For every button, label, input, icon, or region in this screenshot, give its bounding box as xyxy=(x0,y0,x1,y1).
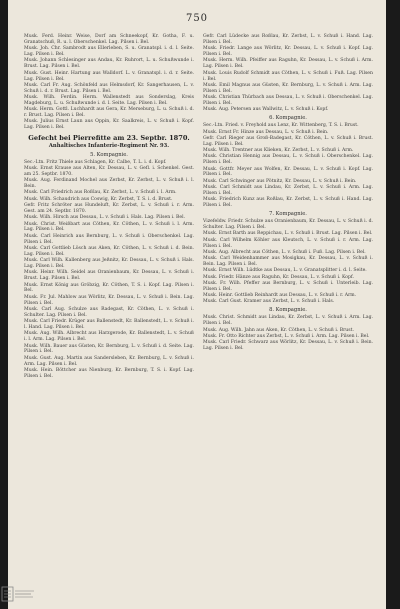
casualty-entry: Musk. Aug. Wilh. Albrecht aus Harzgerode, Kr. Ballenstedt, L. v. Schuß i. l. Arm. Lag. Pilsen i. Bel. xyxy=(24,331,194,343)
casualty-entry: Musk. Ernst Barth aus Reppichau, L. v. Schuß i. Brust. Lag. Pilsen i. Bel. xyxy=(203,231,373,237)
casualty-entry: Musk. Fr. Wilh. Pfeffer aus Bernburg, L. v. Schuß i. Unterleib. Lag. Pilsen i. Bel. xyxy=(203,280,373,292)
casualty-entry: Musk. Ernst König aus Gröbzig, Kr. Cöthen, T. S. i. Kopf. Lag. Pilsen i. Bel. xyxy=(24,282,194,294)
library-stamp-icon xyxy=(0,583,36,605)
casualty-entry: Musk. Heinr. Wilh. Seidel aus Oranienbaum, Kr. Dessau, L. v. Schuß i. Brust. Lag. Pilsen i. Bel. xyxy=(24,270,194,282)
casualty-entry: Musk. Carl Weidenhammer aus Mosigkau, Kr. Dessau, L. v. Schuß i. Bein. Lag. Pilsen i. Bel. xyxy=(203,256,373,268)
left-column xyxy=(24,34,194,380)
casualty-entry: Musk. Carl Aug. Schulze aus Radegast, Kr. Cöthen, L. v. Schuß i. Schulter. Lag. Pilsen i. Bel. xyxy=(24,306,194,318)
casualty-entry: Gefr. Carl Rieger aus Groß-Badegast, Kr. Cöthen, L. v. Schuß i. Brust. Lag. Pilsen i. Bel. xyxy=(203,135,373,147)
casualty-entry: Musk. Aug. Ferdinand Mochel aus Zerbst, Kr. Zerbst, L. v. Schuß i. l. Bein. xyxy=(24,178,194,190)
casualty-entry: Musk. Julius Ernst Laun aus Oppin, Kr. Saalkreis, L. v. Schuß i. Kopf. Lag. Pilsen i. Bel. xyxy=(24,119,194,131)
casualty-entry: Gefr. Fritz Schröter aus Hundeluft, Kr. Zerbst, L. v. Schuß i. r. Arm. Gest. am 24. Septbr. 1870. xyxy=(24,203,194,214)
casualty-entry: Musk. Carl Gust. Kramer aus Zerbst, L. v. Schuß i. Hals. xyxy=(203,299,335,305)
casualty-entry: Musk. Wilh. Bauer aus Güsten, Kr. Bernburg, L. v. Schuß i. d. Seite. Lag. Pilsen i. Bel. xyxy=(24,343,194,355)
company-heading: 8. Kompagnie. xyxy=(269,307,307,314)
casualty-entry: Musk. Carl Wilh. Kallenberg aus Jeßnitz, Kr. Dessau, L. v. Schuß i. Hals. Lag. Pilsen i. Bel. xyxy=(24,258,194,270)
casualty-entry: Musk. Christ. Weißbart aus Cöthen, Kr. Cöthen, L. v. Schuß i. l. Arm. Lag. Pilsen i. Bel. xyxy=(24,221,194,233)
book-page xyxy=(8,0,386,609)
casualty-entry: Musk. Carl Fr. Aug. Schönfeld aus Helmsdorf, Kr. Sangerhausen, L. v. Schuß i. d. r. Brust. Lag. Pilsen i. Bel. xyxy=(24,82,194,94)
casualty-entry: Gefr. Carl Lüdecke aus Roßlau, Kr. Zerbst, L. v. Schuß i. Hand. Lag. Pilsen i. Bel. xyxy=(203,34,373,45)
company-heading: 5. Kompagnie. xyxy=(90,151,128,158)
casualty-entry: Musk. Wilh. Hirsch aus Dessau, L. v. Schuß i. Hals. Lag. Pilsen i. Bel. xyxy=(24,215,186,221)
casualty-entry: Musk. Louis Rudolf Schmidt aus Cöthen, L. v. Schuß i. Fuß. Lag. Pilsen i. Bel. xyxy=(203,70,373,82)
casualty-entry: Musk. Fr. Jul. Mahlow aus Wörlitz, Kr. Dessau, L. v. Schuß i. Bein. Lag. Pilsen i. Bel. xyxy=(24,294,194,306)
casualty-entry: Vizefeldw. Friedr. Schulze aus Oranienbaum, Kr. Dessau, L. v. Schuß i. d. Schulter. Lag. Pilsen i. Bel. xyxy=(203,219,373,231)
casualty-entry: Musk. Carl Gottlieb Lösch aus Aken, Kr. Cöthen, L. v. Schuß i. d. Bein. Lag. Pilsen i. Bel. xyxy=(24,245,194,257)
casualty-entry: Musk. Wilh. Ferdin. Herm. Wallenstedt aus Sonderslag, Kreis Magdeburg, L. u. Schußwunde i. d. l. Seite. Lag. Pilsen i. Bel. xyxy=(24,95,194,106)
casualty-entry: Musk. Carl Heinrich aus Bernburg, L. v. Schuß i. Oberschenkel. Lag. Pilsen i. Bel. xyxy=(24,233,194,245)
casualty-entry: Musk. Carl Schmidt aus Lindau, Kr. Zerbst, L. v. Schuß i. Arm. Lag. Pilsen i. Bel. xyxy=(203,185,373,196)
casualty-entry: Musk. Wilh. Schaudrich aus Coswig, Kr. Zerbst, T. S. i. d. Brust. xyxy=(24,196,173,202)
casualty-entry: Musk. Herm. Wilh. Pfeiffer aus Raguhn, Kr. Dessau, L. v. Schuß i. Arm. Lag. Pilsen i. Bel. xyxy=(203,58,373,70)
casualty-entry: Musk. Friedr. Hänze aus Raguhn, Kr. Dessau, L. v. Schuß i. Kopf. xyxy=(203,274,354,280)
casualty-entry: Sec.-Ltn. Fritz Thiele aus Schlagen, Kr. Calbe, T. L. i. d. Kopf. xyxy=(24,159,167,165)
casualty-entry: Musk. Ferd. Heinr. Weise, Dorf am Schneekopf, Kr. Gotha, F. u. Granatschuß, R. u. l. Oberschenkel. Lag. Pilsen i. Bel. xyxy=(24,34,194,45)
casualty-entry: Musk. Carl Friedrich aus Roßlau, Kr. Zerbst, L. v. Schuß i. l. Arm. xyxy=(24,190,177,196)
casualty-entry: Musk. Joh. Chr. Sambrodt aus Ellerleben, S. u. Granatspl. i. d. l. Seite. Lag. Pilsen i. Bel. xyxy=(24,46,194,58)
casualty-entry: Musk. Aug. Petersen aus Wallwitz, L. v. Schuß i. Kopf. xyxy=(203,107,329,113)
casualty-entry: Musk. Gottfr. Meyer aus Wolfen, Kr. Dessau, L. v. Schuß i. Kopf. Lag. Pilsen i. Bel. xyxy=(203,166,373,178)
casualty-entry: Musk. Gust. Heinr. Hartung aus Walldorf. L. v. Granatspl. i. d. r. Seite. Lag. Pilsen i. Bel. xyxy=(24,70,194,82)
casualty-entry: Musk. Carl Wilhelm Köhler aus Kleutsch, L. v. Schuß i. r. Arm. Lag. Pilsen i. Bel. xyxy=(203,237,373,249)
company-heading: 6. Kompagnie. xyxy=(269,115,307,122)
company-heading: 7. Kompagnie. xyxy=(269,211,307,218)
casualty-entry: Musk. Ernst Krause aus Alten, Kr. Dessau, L. v. Gefl. i. Schenkel. Gest. am 25. Septbr. 1870. xyxy=(24,166,194,177)
casualty-entry: Musk. Aug. Albrecht aus Cöthen, L. v. Schuß i. Fuß. Lag. Pilsen i. Bel. xyxy=(203,249,366,255)
casualty-entry: Musk. Carl Friedr. Schwarz aus Wörlitz, Kr. Dessau, L. v. Schuß i. Bein. Lag. Pilsen i. Bel. xyxy=(203,340,373,352)
casualty-entry: Musk. Christian Hennig aus Dessau, L. v. Schuß i. Oberschenkel. Lag. Pilsen i. Bel. xyxy=(203,154,373,166)
casualty-entry: Musk. Hein. Böttcher aus Nienburg, Kr. Bernburg, T. S. i. Kopf. Lag. Pilsen i. Bel. xyxy=(24,367,194,379)
casualty-entry: Musk. Ernst Wilh. Lüdtke aus Dessau, L. v. Granatsplitter i. d. l. Seite. xyxy=(203,268,367,274)
regiment-heading: Anhaltisches Infanterie-Regiment Nr. 93. xyxy=(48,143,170,150)
casualty-entry: Musk. Gust. Aug. Martin aus Sandersleben, Kr. Bernburg, L. v. Schuß i. Arm. Lag. Pilsen i. Bel. xyxy=(24,355,194,367)
casualty-entry: Musk. Herm. Gottl. Luchhardt aus Gera, Kr. Merseburg, L. u. Schuß i. d. r. Brust. Lag. Pilsen i. Bel. xyxy=(24,107,194,119)
battle-heading: Gefecht bei Pierrefitte am 23. Septbr. 1870. xyxy=(28,133,190,142)
casualty-entry: Musk. Wilh. Trentner aus Klieken, Kr. Zerbst, L. v. Schuß i. Arm. xyxy=(203,148,354,154)
casualty-entry: Musk. Christ. Schmidt aus Lindau, Kr. Zerbst, L. v. Schuß i. Arm. Lag. Pilsen i. Bel. xyxy=(203,315,373,327)
casualty-entry: Musk. Johann Schlesinger aus Andau, Kr. Ruhrort, L. u. Schußwunde i. Brust. Lag. Pilsen i. Bel. xyxy=(24,58,194,70)
casualty-entry: Musk. Ernst Fr. Hinze aus Dessau, L. v. Schuß i. Bein. xyxy=(203,129,329,135)
casualty-entry: Musk. Aug. Wilh. Jahn aus Aken, Kr. Cöthen, L. v. Schuß i. Brust. xyxy=(203,327,354,333)
casualty-entry: Musk. Heinr. Gottlieb Reinhardt aus Dessau, L. v. Schuß i. r. Arm. xyxy=(203,293,357,299)
casualty-entry: Musk. Carl Friedr. Krüger aus Ballenstedt, Kr. Ballenstedt, L. v. Schuß i. l. Hand. Lag. Pilsen i. Bel. xyxy=(24,319,194,331)
page-number: 750 xyxy=(185,13,209,24)
casualty-entry: Musk. Friedrich Kunz aus Roßlau, Kr. Zerbst, L. v. Schuß i. Hand. Lag. Pilsen i. Bel. xyxy=(203,197,373,209)
casualty-entry: Musk. Carl Schwinger aus Pötnitz, Kr. Dessau, L. v. Schuß i. Bein. xyxy=(203,178,357,184)
casualty-entry: Musk. Friedr. Lange aus Wörlitz, Kr. Dessau, L. v. Schuß i. Kopf. Lag. Pilsen i. Bel. xyxy=(203,46,373,58)
casualty-entry: Musk. Emil Magnus aus Güsten, Kr. Bernburg, L. v. Schuß i. Arm. Lag. Pilsen i. Bel. xyxy=(203,82,373,94)
right-column xyxy=(203,34,373,352)
casualty-entry: Musk. Fr. Otto Richter aus Zerbst, L. v. Schuß i. Arm. Lag. Pilsen i. Bel. xyxy=(203,333,370,339)
casualty-entry: Sec.-Ltn. Fried. v. Freyhold aus Lenz, Kr. Wittenberg, T. S. i. Brust. xyxy=(203,123,359,129)
casualty-entry: Musk. Christian Thürbach aus Dessau, L. v. Schuß i. Oberschenkel. Lag. Pilsen i. Bel. xyxy=(203,95,373,106)
